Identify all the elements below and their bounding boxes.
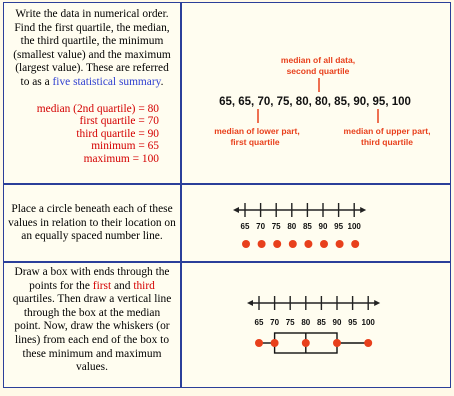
instruction-line: Write the data in numerical order. <box>15 8 169 20</box>
tick-label: 80 <box>301 318 311 327</box>
summary-point <box>255 339 263 347</box>
row2-diagram <box>181 184 451 262</box>
instruction-line: Find the first quartile, the median, <box>14 21 170 34</box>
tick-label: 100 <box>361 318 375 327</box>
summary-point <box>271 339 279 347</box>
tick-label: 80 <box>287 222 297 231</box>
summary-minimum: minimum = 65 <box>91 140 159 153</box>
quartile-diagram <box>182 3 450 183</box>
right-arrowhead <box>374 300 380 306</box>
summary-first-quartile: first quartile = 70 <box>79 115 159 128</box>
row3-diagram <box>181 262 451 388</box>
instruction-line: the third quartile, the minimum <box>20 35 164 48</box>
instruction-line: (largest value). These are referred <box>15 62 169 75</box>
summary-point <box>364 339 372 347</box>
data-point <box>258 240 266 248</box>
data-point <box>273 240 281 248</box>
median-label-line1: median of all data, <box>280 55 356 65</box>
data-point <box>289 240 297 248</box>
tick-label: 70 <box>256 222 266 231</box>
tick-label: 95 <box>334 222 344 231</box>
instruction-line: to as a five statistical summary. <box>20 75 164 88</box>
row2-instructions <box>3 184 181 262</box>
tick-label: 75 <box>271 222 281 231</box>
instruction-line: through the box at the median <box>23 306 161 319</box>
summary-point <box>302 339 310 347</box>
tick-label: 65 <box>254 318 264 327</box>
summary-point <box>333 339 341 347</box>
tick-label: 90 <box>318 222 328 231</box>
tick-label: 95 <box>348 318 358 327</box>
instruction-line: points for the first and third <box>29 279 155 292</box>
data-point <box>351 240 359 248</box>
instruction-line: values in relation to their location on <box>8 216 176 229</box>
instruction-line: an equally spaced number line. <box>21 230 163 243</box>
instruction-line: quartiles. Then draw a vertical line <box>12 293 172 306</box>
lower-label-line2: first quartile <box>230 137 280 147</box>
instruction-line: values. <box>76 361 108 374</box>
instruction-line: (smallest value) and the maximum <box>13 48 171 61</box>
data-point <box>336 240 344 248</box>
tick-label: 75 <box>285 318 295 327</box>
summary-maximum: maximum = 100 <box>83 152 159 165</box>
instruction-line: point. Now, draw the whiskers (or <box>14 320 170 333</box>
row1-diagram <box>181 2 451 184</box>
tick-label: 90 <box>332 318 342 327</box>
upper-label-line1: median of upper part, <box>343 126 431 136</box>
tick-label: 85 <box>316 318 326 327</box>
five-statistical-summary-link[interactable]: five statistical summary <box>52 75 161 88</box>
upper-label-line2: third quartile <box>361 137 413 147</box>
left-arrowhead <box>233 207 239 213</box>
instruction-line: Place a circle beneath each of these <box>11 203 173 215</box>
lower-label-line1: median of lower part, <box>214 126 300 136</box>
number-line-dot-plot <box>182 185 450 261</box>
summary-third-quartile: third quartile = 90 <box>76 127 159 140</box>
box-plot-diagram <box>182 263 450 387</box>
data-point <box>242 240 250 248</box>
instruction-line: lines) from each end of the box to <box>14 333 170 346</box>
data-point <box>304 240 312 248</box>
row3-instructions <box>3 262 181 388</box>
ordered-data: 65, 65, 70, 75, 80, 80, 85, 90, 95, 100 <box>219 96 411 108</box>
data-point <box>320 240 328 248</box>
tick-label: 65 <box>240 222 250 231</box>
row1-instructions <box>3 2 181 184</box>
tick-label: 85 <box>302 222 312 231</box>
tick-label: 70 <box>270 318 280 327</box>
instruction-line: these minimum and maximum <box>22 347 162 360</box>
median-label-line2: second quartile <box>286 66 350 76</box>
right-arrowhead <box>360 207 366 213</box>
instruction-line: Draw a box with ends through the <box>14 266 170 278</box>
summary-median: median (2nd quartile) = 80 <box>36 102 159 115</box>
left-arrowhead <box>247 300 253 306</box>
tick-label: 100 <box>347 222 361 231</box>
